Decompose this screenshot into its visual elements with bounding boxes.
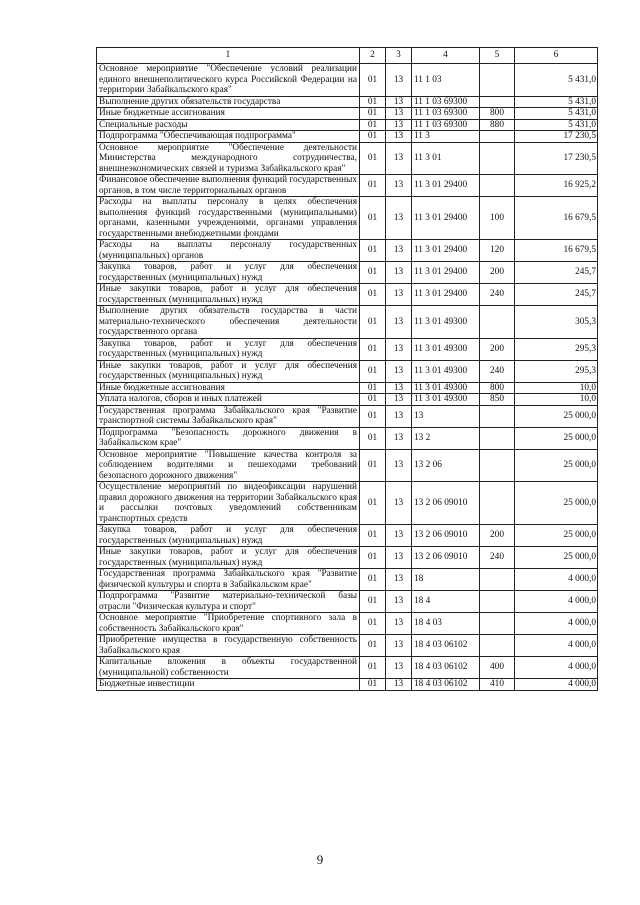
row-description: Иные закупки товаров, работ и услуг для обеспечения государственных (муниципальных) нужд (97, 547, 360, 569)
section-code: 01 (360, 131, 386, 143)
target-article-code: 11 3 01 49300 (412, 382, 480, 394)
subsection-code: 13 (386, 635, 412, 657)
table-row (97, 142, 598, 175)
expense-type-code: 800 (480, 382, 515, 394)
row-description: Капитальные вложения в объекты государственной (муниципальной) собственности (97, 657, 360, 679)
amount: 10,0 (515, 382, 598, 394)
expense-type-code (480, 591, 515, 613)
subsection-code: 13 (386, 657, 412, 679)
expense-type-code: 800 (480, 108, 515, 120)
amount: 4 000,0 (515, 657, 598, 679)
table-row (97, 360, 598, 382)
expense-type-code (480, 306, 515, 339)
expense-type-code: 880 (480, 119, 515, 131)
header-row (97, 48, 598, 64)
subsection-code: 13 (386, 175, 412, 197)
table-row (97, 405, 598, 427)
target-article-code: 13 (412, 405, 480, 427)
table-row (97, 613, 598, 635)
amount: 4 000,0 (515, 569, 598, 591)
page-number: 9 (316, 852, 324, 867)
header-cell-3: 3 (386, 48, 412, 64)
section-code: 01 (360, 119, 386, 131)
section-code: 01 (360, 482, 386, 525)
row-description: Бюджетные инвестиции (97, 679, 360, 691)
row-description: Основное мероприятие "Обеспечение деятельности Министерства международного сотрудничества, внешнеэкономических связей и туризма Забайкальского края" (97, 142, 360, 175)
row-description: Основное мероприятие "Повышение качества контроля за соблюдением водителями и пешеходами требований безопасного дорожного движения" (97, 449, 360, 482)
table-row (97, 96, 598, 108)
table-row (97, 197, 598, 240)
section-code: 01 (360, 427, 386, 449)
section-code: 01 (360, 197, 386, 240)
table-row (97, 108, 598, 120)
subsection-code: 13 (386, 240, 412, 262)
amount: 25 000,0 (515, 449, 598, 482)
section-code: 01 (360, 405, 386, 427)
target-article-code: 11 3 01 49300 (412, 394, 480, 406)
row-description: Иные закупки товаров, работ и услуг для обеспечения государственных (муниципальных) нужд (97, 284, 360, 306)
subsection-code: 13 (386, 197, 412, 240)
section-code: 01 (360, 635, 386, 657)
section-code: 01 (360, 657, 386, 679)
table-row (97, 547, 598, 569)
table-row (97, 427, 598, 449)
table-row (97, 382, 598, 394)
target-article-code: 13 2 06 09010 (412, 482, 480, 525)
header-cell-6: 6 (515, 48, 598, 64)
section-code: 01 (360, 142, 386, 175)
expense-type-code: 240 (480, 360, 515, 382)
table-row (97, 482, 598, 525)
target-article-code: 18 4 03 06102 (412, 657, 480, 679)
table-row (97, 679, 598, 691)
target-article-code: 13 2 (412, 427, 480, 449)
expense-type-code: 200 (480, 262, 515, 284)
expense-type-code (480, 96, 515, 108)
table-body (97, 48, 598, 691)
amount: 25 000,0 (515, 405, 598, 427)
subsection-code: 13 (386, 525, 412, 547)
subsection-code: 13 (386, 449, 412, 482)
section-code: 01 (360, 382, 386, 394)
target-article-code: 11 3 01 29400 (412, 262, 480, 284)
expense-type-code (480, 64, 515, 97)
target-article-code: 13 2 06 09010 (412, 525, 480, 547)
table-row (97, 569, 598, 591)
subsection-code: 13 (386, 142, 412, 175)
target-article-code: 18 (412, 569, 480, 591)
subsection-code: 13 (386, 338, 412, 360)
amount: 5 431,0 (515, 64, 598, 97)
row-description: Закупка товаров, работ и услуг для обеспечения государственных (муниципальных) нужд (97, 262, 360, 284)
table-row (97, 591, 598, 613)
subsection-code: 13 (386, 613, 412, 635)
section-code: 01 (360, 262, 386, 284)
section-code: 01 (360, 591, 386, 613)
expense-type-code (480, 449, 515, 482)
section-code: 01 (360, 284, 386, 306)
amount: 17 230,5 (515, 142, 598, 175)
target-article-code: 11 3 01 49300 (412, 306, 480, 339)
expense-type-code (480, 613, 515, 635)
table-row (97, 657, 598, 679)
subsection-code: 13 (386, 679, 412, 691)
table-row (97, 394, 598, 406)
expense-type-code (480, 142, 515, 175)
target-article-code: 11 3 (412, 131, 480, 143)
expense-type-code (480, 131, 515, 143)
expense-type-code: 100 (480, 197, 515, 240)
header-cell-4: 4 (412, 48, 480, 64)
row-description: Государственная программа Забайкальского края "Развитие транспортной системы Забайкальского края" (97, 405, 360, 427)
row-description: Приобретение имущества в государственную собственность Забайкальского края (97, 635, 360, 657)
section-code: 01 (360, 394, 386, 406)
subsection-code: 13 (386, 306, 412, 339)
header-cell-2: 2 (360, 48, 386, 64)
amount: 10,0 (515, 394, 598, 406)
subsection-code: 13 (386, 262, 412, 284)
row-description: Расходы на выплаты персоналу в целях обеспечения выполнения функций государственными (муниципальными) органами, казенными учреждениями, органами управления государственными внебюджетными фондами (97, 197, 360, 240)
amount: 295,3 (515, 338, 598, 360)
amount: 5 431,0 (515, 96, 598, 108)
table-row (97, 449, 598, 482)
amount: 245,7 (515, 262, 598, 284)
section-code: 01 (360, 338, 386, 360)
table-row (97, 635, 598, 657)
row-description: Иные бюджетные ассигнования (97, 108, 360, 120)
amount: 16 679,5 (515, 240, 598, 262)
subsection-code: 13 (386, 591, 412, 613)
row-description: Основное мероприятие "Обеспечение условий реализации единого внешнеполитического курса Российской Федерации на территории Забайкальского края" (97, 64, 360, 97)
budget-table (96, 47, 598, 691)
expense-type-code (480, 635, 515, 657)
section-code: 01 (360, 108, 386, 120)
table-row (97, 338, 598, 360)
section-code: 01 (360, 679, 386, 691)
amount: 5 431,0 (515, 119, 598, 131)
target-article-code: 11 3 01 49300 (412, 338, 480, 360)
subsection-code: 13 (386, 547, 412, 569)
section-code: 01 (360, 449, 386, 482)
amount: 4 000,0 (515, 613, 598, 635)
subsection-code: 13 (386, 394, 412, 406)
header-cell-1: 1 (97, 48, 360, 64)
amount: 16 679,5 (515, 197, 598, 240)
table-row (97, 131, 598, 143)
row-description: Финансовое обеспечение выполнения функций государственных органов, в том числе территориальных органов (97, 175, 360, 197)
target-article-code: 18 4 03 06102 (412, 679, 480, 691)
expense-type-code: 120 (480, 240, 515, 262)
table-row (97, 64, 598, 97)
row-description: Закупка товаров, работ и услуг для обеспечения государственных (муниципальных) нужд (97, 338, 360, 360)
amount: 4 000,0 (515, 635, 598, 657)
row-description: Осуществление мероприятий по видеофиксации нарушений правил дорожного движения на территории Забайкальского края и рассылки почтовых уведомлений собственникам транспортных средств (97, 482, 360, 525)
subsection-code: 13 (386, 569, 412, 591)
amount: 295,3 (515, 360, 598, 382)
row-description: Иные закупки товаров, работ и услуг для обеспечения государственных (муниципальных) нужд (97, 360, 360, 382)
target-article-code: 13 2 06 09010 (412, 547, 480, 569)
target-article-code: 11 1 03 69300 (412, 119, 480, 131)
table-row (97, 175, 598, 197)
row-description: Уплата налогов, сборов и иных платежей (97, 394, 360, 406)
row-description: Расходы на выплаты персоналу государственных (муниципальных) органов (97, 240, 360, 262)
section-code: 01 (360, 569, 386, 591)
section-code: 01 (360, 175, 386, 197)
subsection-code: 13 (386, 131, 412, 143)
subsection-code: 13 (386, 482, 412, 525)
subsection-code: 13 (386, 382, 412, 394)
section-code: 01 (360, 525, 386, 547)
section-code: 01 (360, 613, 386, 635)
table-row (97, 240, 598, 262)
section-code: 01 (360, 240, 386, 262)
amount: 25 000,0 (515, 482, 598, 525)
target-article-code: 11 3 01 29400 (412, 197, 480, 240)
target-article-code: 18 4 03 (412, 613, 480, 635)
amount: 5 431,0 (515, 108, 598, 120)
row-description: Выполнение других обязательств государства в части материально-технического обеспечения деятельности государственного органа (97, 306, 360, 339)
row-description: Выполнение других обязательств государства (97, 96, 360, 108)
row-description: Государственная программа Забайкальского края "Развитие физической культуры и спорта в Забайкальском крае" (97, 569, 360, 591)
table-row (97, 119, 598, 131)
row-description: Подпрограмма "Обеспечивающая подпрограмма" (97, 131, 360, 143)
amount: 25 000,0 (515, 525, 598, 547)
row-description: Основное мероприятие "Приобретение спортивного зала в собственность Забайкальского края" (97, 613, 360, 635)
target-article-code: 11 3 01 49300 (412, 360, 480, 382)
section-code: 01 (360, 96, 386, 108)
table-row (97, 262, 598, 284)
target-article-code: 18 4 03 06102 (412, 635, 480, 657)
amount: 25 000,0 (515, 427, 598, 449)
amount: 4 000,0 (515, 591, 598, 613)
subsection-code: 13 (386, 64, 412, 97)
expense-type-code: 200 (480, 525, 515, 547)
subsection-code: 13 (386, 427, 412, 449)
subsection-code: 13 (386, 360, 412, 382)
section-code: 01 (360, 547, 386, 569)
target-article-code: 11 3 01 29400 (412, 284, 480, 306)
subsection-code: 13 (386, 108, 412, 120)
amount: 4 000,0 (515, 679, 598, 691)
row-description: Подпрограмма "Развитие материально-технической базы отрасли "Физическая культура и спорт" (97, 591, 360, 613)
target-article-code: 11 1 03 69300 (412, 96, 480, 108)
row-description: Закупка товаров, работ и услуг для обеспечения государственных (муниципальных) нужд (97, 525, 360, 547)
row-description: Подпрограмма "Безопасность дорожного движения в Забайкальском крае" (97, 427, 360, 449)
row-description: Иные бюджетные ассигнования (97, 382, 360, 394)
target-article-code: 11 1 03 (412, 64, 480, 97)
expense-type-code: 410 (480, 679, 515, 691)
section-code: 01 (360, 64, 386, 97)
expense-type-code (480, 405, 515, 427)
subsection-code: 13 (386, 119, 412, 131)
section-code: 01 (360, 360, 386, 382)
expense-type-code: 200 (480, 338, 515, 360)
subsection-code: 13 (386, 405, 412, 427)
target-article-code: 13 2 06 (412, 449, 480, 482)
expense-type-code (480, 175, 515, 197)
expense-type-code: 400 (480, 657, 515, 679)
amount: 16 925,2 (515, 175, 598, 197)
amount: 305,3 (515, 306, 598, 339)
target-article-code: 11 3 01 29400 (412, 240, 480, 262)
amount: 245,7 (515, 284, 598, 306)
expense-type-code: 850 (480, 394, 515, 406)
expense-type-code: 240 (480, 547, 515, 569)
amount: 25 000,0 (515, 547, 598, 569)
table-row (97, 284, 598, 306)
target-article-code: 11 3 01 (412, 142, 480, 175)
row-description: Специальные расходы (97, 119, 360, 131)
target-article-code: 18 4 (412, 591, 480, 613)
header-cell-5: 5 (480, 48, 515, 64)
table-row (97, 525, 598, 547)
expense-type-code (480, 569, 515, 591)
expense-type-code (480, 482, 515, 525)
subsection-code: 13 (386, 284, 412, 306)
target-article-code: 11 1 03 69300 (412, 108, 480, 120)
target-article-code: 11 3 01 29400 (412, 175, 480, 197)
section-code: 01 (360, 306, 386, 339)
amount: 17 230,5 (515, 131, 598, 143)
subsection-code: 13 (386, 96, 412, 108)
expense-type-code: 240 (480, 284, 515, 306)
expense-type-code (480, 427, 515, 449)
table-row (97, 306, 598, 339)
